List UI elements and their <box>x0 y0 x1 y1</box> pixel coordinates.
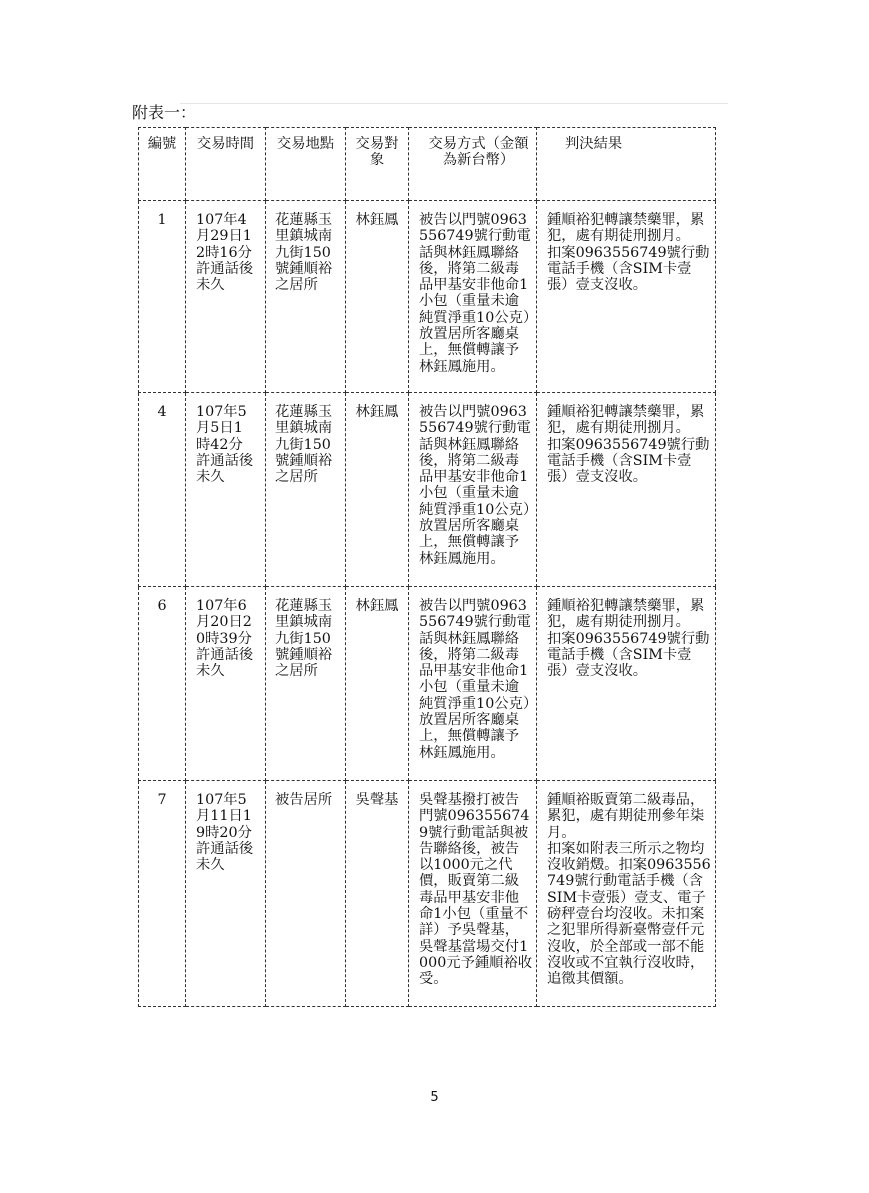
cell-time: 107年4月29日12時16分許通話後未久 <box>186 201 266 393</box>
cell-no: 7 <box>139 781 186 1007</box>
cell-result <box>537 393 716 587</box>
cell-method: 被告以門號0963556749號行動電話與林鈺鳳聯絡後，將第二級毒品甲基安非他命1小包（重量未逾純質淨重10公克）放置居所客廳桌上，無償轉讓予林鈺鳳施用。 <box>409 201 537 393</box>
cell-time: 107年5月11日19時20分許通話後未久 <box>186 781 266 1007</box>
table-row <box>139 587 716 781</box>
result-sentence: 鍾順裕犯轉讓禁藥罪，累犯，處有期徒刑捌月。 <box>547 404 705 437</box>
cell-method: 被告以門號0963556749號行動電話與林鈺鳳聯絡後，將第二級毒品甲基安非他命1小包（重量未逾純質淨重10公克）放置居所客廳桌上，無償轉讓予林鈺鳳施用。 <box>409 393 537 587</box>
header-time: 交易時間 <box>186 128 266 201</box>
result-confiscation: 扣案0963556749號行動電話手機（含SIM卡壹張）壹支沒收。 <box>547 244 710 294</box>
table-row <box>139 201 716 393</box>
header-result: 判決結果 <box>537 128 716 201</box>
judgment-table <box>138 127 716 1007</box>
cell-counterparty: 林鈺鳳 <box>346 201 409 393</box>
result-sentence: 鍾順裕犯轉讓禁藥罪，累犯，處有期徒刑捌月。 <box>547 598 705 631</box>
result-sentence: 鍾順裕犯轉讓禁藥罪，累犯，處有期徒刑捌月。 <box>547 212 705 245</box>
cell-result <box>537 201 716 393</box>
cell-place: 花蓮縣玉里鎮城南九街150號鍾順裕之居所 <box>266 393 346 587</box>
result-confiscation: 扣案0963556749號行動電話手機（含SIM卡壹張）壹支沒收。 <box>547 436 710 486</box>
cell-no: 1 <box>139 201 186 393</box>
cell-method: 被告以門號0963556749號行動電話與林鈺鳳聯絡後，將第二級毒品甲基安非他命1小包（重量未逾純質淨重10公克）放置居所客廳桌上，無償轉讓予林鈺鳳施用。 <box>409 587 537 781</box>
table-row <box>139 781 716 1007</box>
cell-time: 107年5月5日1時42分許通話後未久 <box>186 393 266 587</box>
cell-result <box>537 587 716 781</box>
cell-no: 4 <box>139 393 186 587</box>
header-row <box>139 128 716 201</box>
cell-counterparty: 林鈺鳳 <box>346 393 409 587</box>
table-row <box>139 393 716 587</box>
cell-place: 花蓮縣玉里鎮城南九街150號鍾順裕之居所 <box>266 201 346 393</box>
page-number: 5 <box>430 1090 439 1105</box>
cell-time: 107年6月20日20時39分許通話後未久 <box>186 587 266 781</box>
result-sentence: 鍾順裕販賣第二級毒品，累犯，處有期徒刑參年柒月。 <box>547 792 705 841</box>
header-counterparty: 交易對象 <box>346 128 409 201</box>
header-method: 交易方式（金額為新台幣） <box>409 128 537 201</box>
cell-counterparty: 吳聲基 <box>346 781 409 1007</box>
cell-no: 6 <box>139 587 186 781</box>
result-confiscation: 扣案0963556749號行動電話手機（含SIM卡壹張）壹支沒收。 <box>547 630 710 680</box>
header-place: 交易地點 <box>266 128 346 201</box>
result-confiscation: 扣案如附表三所示之物均沒收銷燬。扣案0963556749號行動電話手機（含SIM卡壹張）壹支、電子磅秤壹台均沒收。未扣案之犯罪所得新臺幣壹仟元沒收，於全部或一部不能沒收或不宜執行沒收時，追徵其價額。 <box>547 840 711 988</box>
cell-method: 吳聲基撥打被告門號0963556749號行動電話與被告聯絡後，被告以1000元之代價，販賣第二級毒品甲基安非他命1小包（重量不詳）予吳聲基，吳聲基當場交付1000元予鍾順裕收受。 <box>409 781 537 1007</box>
cell-result <box>537 781 716 1007</box>
cell-counterparty: 林鈺鳳 <box>346 587 409 781</box>
top-rule <box>180 103 728 104</box>
table-caption: 附表一： <box>132 103 197 122</box>
cell-place: 被告居所 <box>266 781 346 1007</box>
header-no: 編號 <box>139 128 186 201</box>
cell-place: 花蓮縣玉里鎮城南九街150號鍾順裕之居所 <box>266 587 346 781</box>
